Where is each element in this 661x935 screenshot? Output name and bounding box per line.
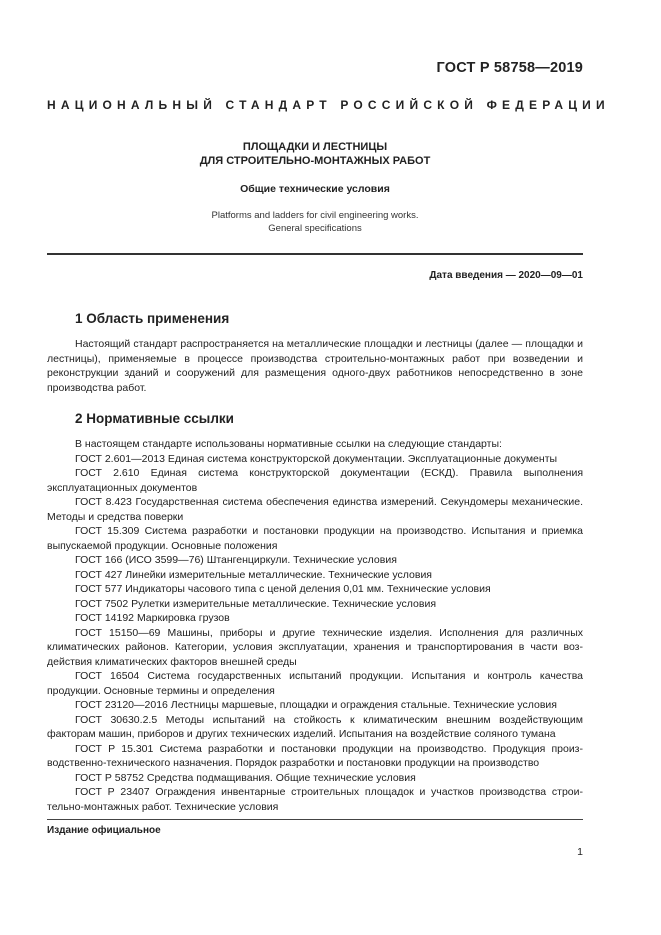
reference-item: ГОСТ Р 15.301 Система разработки и постановки продукции на производство. Продукция производственно-технического назначения. Порядок разработки и постановки продукции на производство bbox=[47, 742, 583, 769]
title-block bbox=[47, 140, 583, 235]
reference-item: ГОСТ 30630.2.5 Методы испытаний на стойкость к климатическим внешним воздействующим факторам машин, приборов и других технических изделий. Испытания на воздействие соляного тумана bbox=[47, 713, 583, 740]
document-body bbox=[47, 311, 583, 814]
footer-divider bbox=[47, 819, 583, 820]
header-divider bbox=[47, 253, 583, 255]
title-line-2: ДЛЯ СТРОИТЕЛЬНО-МОНТАЖНЫХ РАБОТ bbox=[199, 155, 431, 167]
english-title-line-1: Platforms and ladders for civil engineering works. bbox=[211, 210, 419, 221]
official-edition-label: Издание официальное bbox=[47, 825, 161, 836]
reference-item: ГОСТ 2.610 Единая система конструкторской документации (ЕСКД). Правила выполнения эксплуатационных документов bbox=[47, 467, 583, 494]
national-standard-title: НАЦИОНАЛЬНЫЙ СТАНДАРТ РОССИЙСКОЙ ФЕДЕРАЦИИ bbox=[47, 98, 610, 112]
reference-item: ГОСТ 7502 Рулетки измерительные металлические. Технические условия bbox=[75, 597, 437, 610]
reference-item: ГОСТ 166 (ИСО 3599—76) Штангенциркули. Технические условия bbox=[75, 554, 397, 566]
reference-item: ГОСТ Р 23407 Ограждения инвентарные строительных площадок и участков производства строительно-монтажных работ. Технические условия bbox=[47, 786, 583, 813]
reference-item: ГОСТ 15150—69 Машины, приборы и другие технические изделия. Исполнения для различных климатических районов. Категории, условия эксплуатации, хранения и транспортирования в части воздействия климатических факторов внешней среды bbox=[47, 626, 583, 668]
reference-item: ГОСТ 23120—2016 Лестницы маршевые, площадки и ограждения стальные. Технические условия bbox=[75, 699, 557, 711]
reference-item: ГОСТ Р 58752 Средства подмащивания. Общие технические условия bbox=[75, 771, 416, 784]
section-1-heading: 1 Область применения bbox=[75, 311, 230, 326]
introduction-date: Дата введения — 2020—09—01 bbox=[429, 270, 583, 281]
page-number: 1 bbox=[577, 846, 583, 858]
reference-item: ГОСТ 15.309 Система разработки и постановки продукции на производство. Испытания и приемка выпускаемой продукции. Основные положения bbox=[47, 525, 583, 552]
title-line-1: ПЛОЩАДКИ И ЛЕСТНИЦЫ bbox=[242, 141, 388, 153]
standard-number: ГОСТ Р 58758—2019 bbox=[436, 60, 583, 76]
section-1-text: Настоящий стандарт распространяется на металлические площадки и лестницы (далее — площадки и лестницы), применяемые в процессе производства строительно-монтажных работ при возведении и реконструкции зданий и сооружений для размещения одного-двух работников непосредственно в зоне производства работ. bbox=[47, 338, 583, 394]
reference-item: ГОСТ 16504 Система государственных испытаний продукции. Испытания и контроль качества продукции. Основные термины и определения bbox=[47, 670, 583, 697]
section-2-intro: В настоящем стандарте использованы нормативные ссылки на следующие стандарты: bbox=[75, 438, 502, 450]
reference-item: ГОСТ 2.601—2013 Единая система конструкторской документации. Эксплуатационные документы bbox=[75, 452, 558, 465]
normative-references-list bbox=[47, 452, 583, 815]
english-title-line-2: General specifications bbox=[268, 223, 362, 234]
reference-item: ГОСТ 577 Индикаторы часового типа с ценой деления 0,01 мм. Технические условия bbox=[75, 583, 491, 595]
section-2-heading: 2 Нормативные ссылки bbox=[75, 411, 234, 426]
reference-item: ГОСТ 427 Линейки измерительные металлические. Технические условия bbox=[75, 568, 432, 581]
document-subtitle: Общие технические условия bbox=[240, 183, 390, 195]
reference-item: ГОСТ 8.423 Государственная система обеспечения единства измерений. Секундомеры механические. Методы и средства поверки bbox=[47, 496, 583, 523]
reference-item: ГОСТ 14192 Маркировка грузов bbox=[75, 612, 230, 624]
english-title bbox=[47, 209, 583, 235]
